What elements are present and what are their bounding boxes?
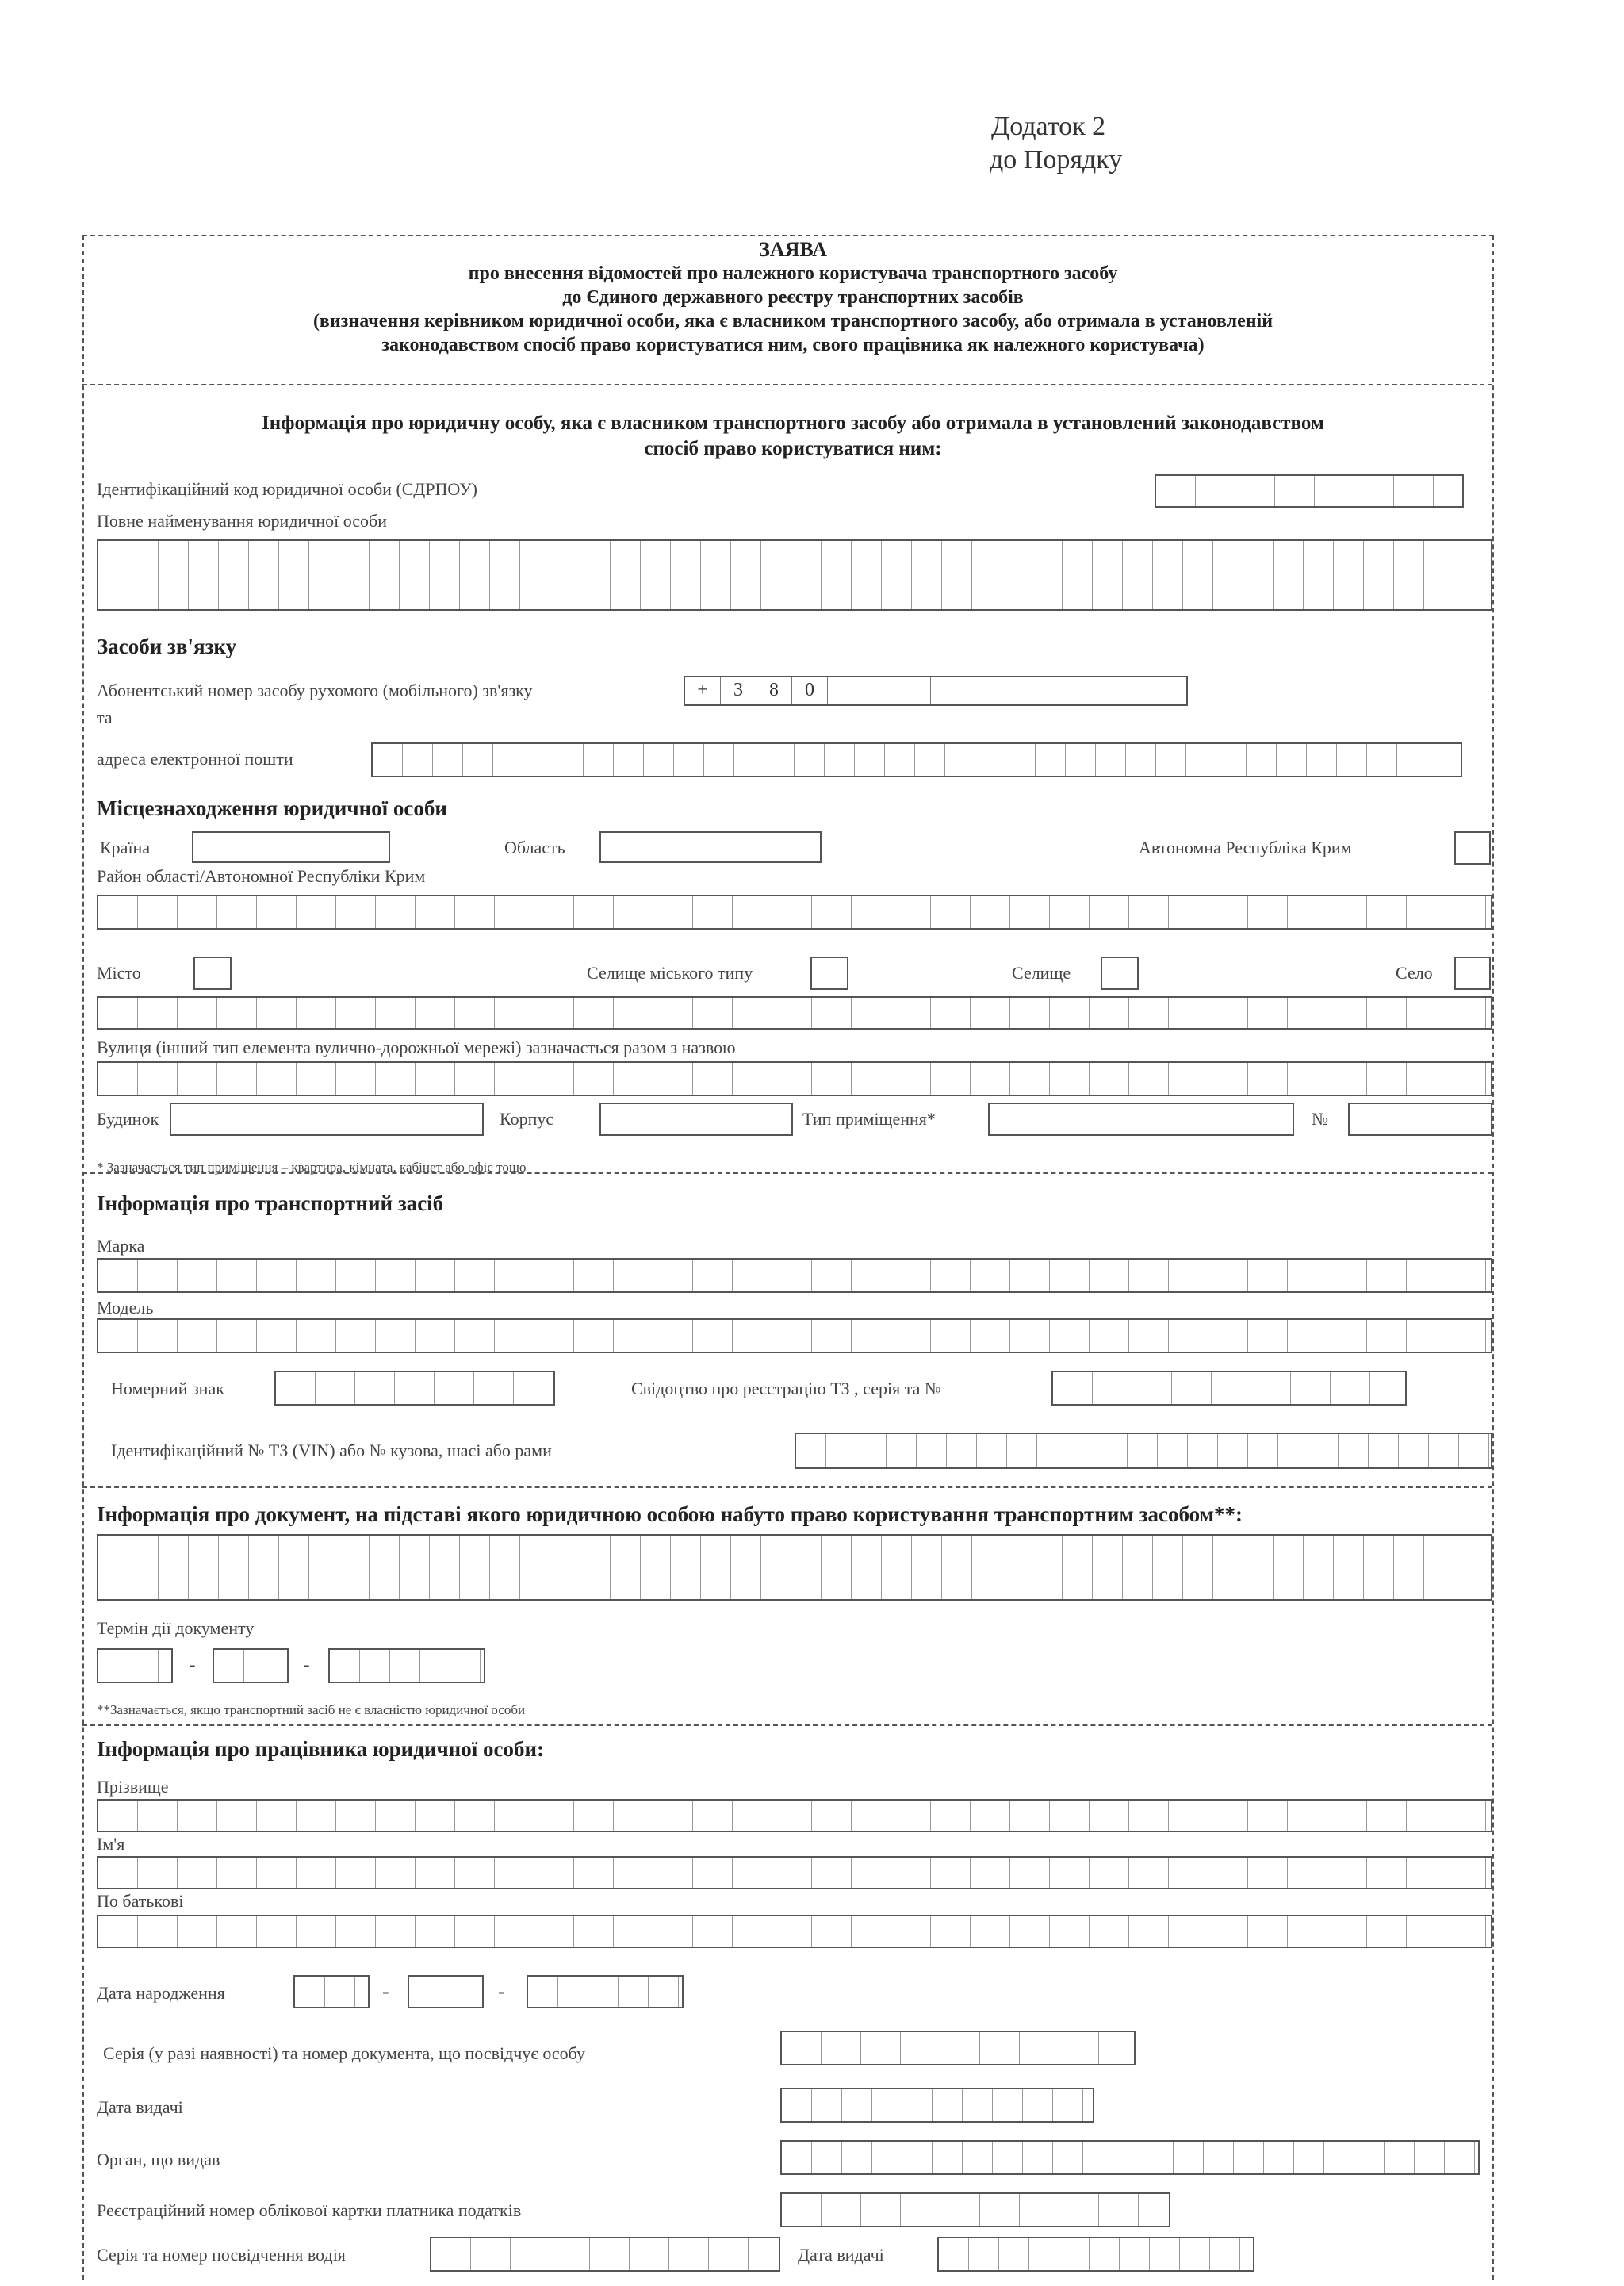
plate-input[interactable] [274, 1371, 555, 1406]
term-month-input[interactable] [213, 1648, 289, 1683]
id-document-label: Серія (у разі наявності) та номер документа, що посвідчує особу [103, 2043, 585, 2063]
document-input[interactable] [97, 1534, 1492, 1601]
term-day-input[interactable] [97, 1648, 173, 1683]
edrpou-label: Ідентифікаційний код юридичної особи (ЄДРПОУ) [97, 479, 477, 499]
license-input[interactable] [430, 2237, 780, 2272]
city-checkbox[interactable] [193, 957, 232, 990]
edrpou-input[interactable] [1155, 474, 1464, 508]
fullname-label: Повне найменування юридичної особи [97, 511, 388, 531]
patronymic-label: По батькові [97, 1891, 184, 1911]
name-input[interactable] [97, 1856, 1492, 1889]
date-separator: - [382, 1980, 389, 2003]
street-label: Вулиця (інший тип елемента вулично-дорожньої мережі) зазначається разом з назвою [97, 1038, 736, 1057]
number-input[interactable] [1348, 1103, 1492, 1136]
birthdate-label: Дата народження [97, 1983, 225, 2003]
document-footnote: **Зазначається, якщо транспортний засіб не є власністю юридичної особи [97, 1702, 526, 1717]
district-input[interactable] [97, 895, 1492, 930]
issue-date-label: Дата видачі [97, 2097, 183, 2117]
settlement-name-input[interactable] [97, 996, 1492, 1030]
phone-label: Абонентський номер засобу рухомого (мобільного) зв'язку [97, 681, 533, 700]
building-label: Будинок [97, 1109, 159, 1129]
village-label: Село [1396, 963, 1433, 983]
license-date-label: Дата видачі [798, 2245, 884, 2265]
form-title: ЗАЯВА [759, 238, 827, 261]
date-separator: - [189, 1653, 196, 1676]
model-label: Модель [97, 1298, 154, 1318]
authority-input[interactable] [780, 2140, 1480, 2175]
region-label: Область [504, 838, 565, 857]
appendix-label: Додаток 2 [991, 112, 1106, 141]
number-label: № [1312, 1109, 1328, 1129]
appendix-reference: до Порядку [990, 145, 1123, 175]
street-input[interactable] [97, 1061, 1492, 1096]
form-title-line: про внесення відомостей про належного користувача транспортного засобу [468, 263, 1118, 284]
plate-label: Номерний знак [111, 1379, 224, 1398]
name-label: Ім'я [97, 1834, 125, 1854]
contacts-heading: Засоби зв'язку [97, 635, 237, 658]
issue-date-input[interactable] [780, 2088, 1094, 2123]
crimea-label: Автономна Республіка Крим [1139, 838, 1352, 857]
vehicle-heading: Інформація про транспортний засіб [97, 1191, 444, 1215]
tax-number-label: Реєстраційний номер облікової картки платника податків [97, 2200, 522, 2220]
form-title-line: до Єдиного державного реєстру транспортних засобів [562, 287, 1024, 308]
model-input[interactable] [97, 1318, 1492, 1353]
vin-label: Ідентифікаційний № ТЗ (VIN) або № кузова, шасі або рами [111, 1440, 552, 1460]
block-input[interactable] [599, 1103, 793, 1136]
country-label: Країна [100, 838, 151, 857]
village-checkbox[interactable] [1454, 957, 1491, 990]
term-label: Термін дії документу [97, 1618, 255, 1638]
document-heading: Інформація про документ, на підставі якого юридичною особою набуто право користування транспортним засобом**: [97, 1502, 1243, 1526]
legal-entity-heading-line: спосіб право користуватися ним: [644, 438, 942, 459]
date-separator: - [303, 1653, 310, 1676]
legal-entity-heading [119, 411, 1467, 462]
tax-number-input[interactable] [780, 2192, 1170, 2227]
district-label: Район області/Автономної Республіки Крим [97, 866, 426, 886]
term-year-input[interactable] [328, 1648, 485, 1683]
id-document-input[interactable] [780, 2031, 1136, 2065]
form-title-block [119, 238, 1467, 357]
email-input[interactable] [371, 742, 1462, 777]
form-title-line: (визначення керівником юридичної особи, яка є власником транспортного засобу, або отримала в установленій [312, 311, 1274, 332]
settlement-checkbox[interactable] [1101, 957, 1139, 990]
crimea-checkbox[interactable] [1454, 831, 1491, 865]
date-separator: - [498, 1980, 505, 2003]
phone-prefix-char: 0 [792, 677, 828, 704]
phone-prefix-char: 3 [721, 677, 756, 704]
certificate-label: Свідоцтво про реєстрацію ТЗ , серія та № [631, 1379, 941, 1398]
urban-village-checkbox[interactable] [810, 957, 848, 990]
city-label: Місто [97, 963, 141, 983]
and-label: та [97, 708, 113, 727]
divider [82, 1724, 1492, 1726]
building-input[interactable] [170, 1103, 484, 1136]
birth-month-input[interactable] [408, 1975, 484, 2008]
surname-input[interactable] [97, 1799, 1492, 1832]
region-input[interactable] [599, 831, 822, 863]
driver-heading: Інформація про працівника юридичної особи: [97, 1737, 545, 1761]
email-label: адреса електронної пошти [97, 749, 293, 769]
birth-day-input[interactable] [293, 1975, 370, 2008]
premises-footnote: * Зазначається тип приміщення – квартира, кімната, кабінет або офіс тощо [97, 1160, 527, 1175]
brand-label: Марка [97, 1236, 145, 1256]
license-date-input[interactable] [937, 2237, 1254, 2272]
birth-year-input[interactable] [527, 1975, 684, 2008]
premises-label: Тип приміщення* [802, 1109, 936, 1129]
settlement-label: Селище [1012, 963, 1071, 983]
location-heading: Місцезнаходження юридичної особи [97, 796, 447, 820]
block-label: Корпус [500, 1109, 554, 1129]
premises-input[interactable] [988, 1103, 1294, 1136]
phone-prefix-char: 8 [756, 677, 792, 704]
form-title-line: законодавством спосіб право користуватися ним, свого працівника як належного користувача) [381, 335, 1205, 355]
authority-label: Орган, що видав [97, 2150, 220, 2169]
divider [82, 1486, 1492, 1488]
phone-input[interactable] [684, 676, 1188, 706]
phone-prefix-char: + [685, 677, 721, 704]
divider [82, 384, 1492, 385]
urban-village-label: Селище міського типу [587, 963, 753, 983]
surname-label: Прізвище [97, 1777, 169, 1797]
brand-input[interactable] [97, 1258, 1492, 1293]
certificate-input[interactable] [1051, 1371, 1407, 1406]
license-label: Серія та номер посвідчення водія [97, 2245, 346, 2265]
patronymic-input[interactable] [97, 1915, 1492, 1948]
legal-entity-heading-line: Інформація про юридичну особу, яка є власником транспортного засобу або отримала в установлений законодавством [262, 412, 1324, 434]
vin-input[interactable] [795, 1433, 1492, 1469]
country-input[interactable] [192, 831, 390, 863]
fullname-input[interactable] [97, 539, 1492, 611]
